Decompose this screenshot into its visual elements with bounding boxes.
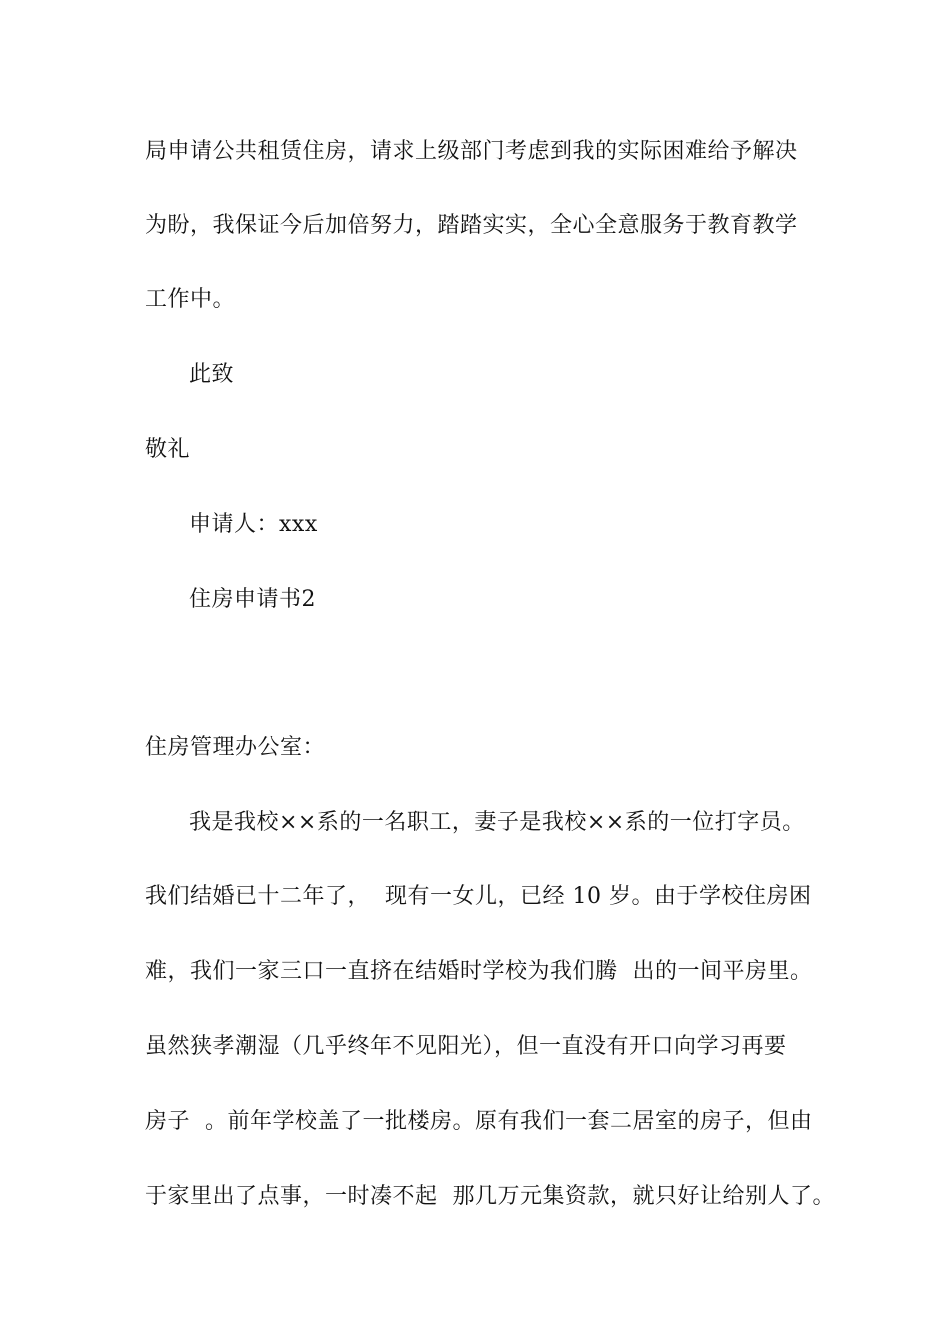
body-text-line: 工作中。: [145, 287, 236, 312]
body-text-line: 于家里出了点事，一时凑不起 那几万元集资款，就只好让给别人了。: [145, 1184, 835, 1209]
body-text-line: 难，我们一家三口一直挤在结婚时学校为我们腾 出的一间平房里。: [145, 959, 813, 984]
closing-regards: 敬礼: [145, 437, 191, 462]
closing-salutation: 此致: [189, 362, 235, 387]
applicant-signature: 申请人：xxx: [189, 512, 318, 537]
body-text-line: 房子 。前年学校盖了一批楼房。原有我们一套二居室的房子，但由: [145, 1109, 813, 1134]
recipient-address: 住房管理办公室：: [145, 735, 326, 760]
body-text-line: 为盼，我保证今后加倍努力，踏踏实实，全心全意服务于教育教学: [145, 213, 798, 238]
body-text-line: 局申请公共租赁住房，请求上级部门考虑到我的实际困难给予解决: [145, 139, 798, 164]
section-title: 住房申请书2: [189, 587, 316, 612]
body-text-line: 我们结婚已十二年了， 现有一女儿，已经 10 岁。由于学校住房困: [145, 884, 812, 909]
body-text-line: 我是我校××系的一名职工，妻子是我校××系的一位打字员。: [189, 810, 805, 835]
body-text-line: 虽然狭孝潮湿（几乎终年不见阳光），但一直没有开口向学习再要: [145, 1034, 787, 1059]
